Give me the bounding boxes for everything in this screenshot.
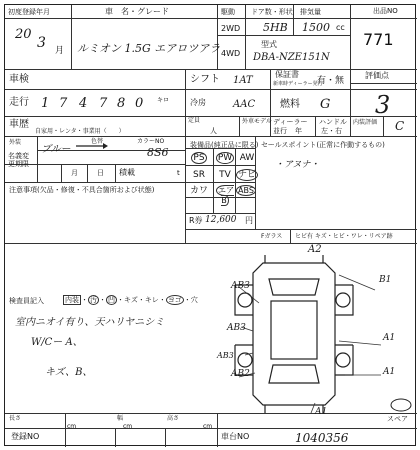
equipment-item: ナビ bbox=[238, 170, 257, 180]
r-ticket-value: 12,600 bbox=[205, 215, 237, 225]
drive-label: 駆動 bbox=[221, 8, 235, 16]
reg-month: 3 bbox=[37, 35, 46, 51]
auction-sheet bbox=[4, 4, 416, 446]
mileage-unit: キロ bbox=[157, 97, 170, 104]
arrow-right-icon bbox=[75, 142, 109, 150]
ac-value: AAC bbox=[233, 99, 256, 110]
equipment-item: SR bbox=[193, 170, 205, 180]
score-value: 3 bbox=[375, 91, 391, 119]
warranty-sub: 新車時ディーラー発行 bbox=[273, 81, 323, 87]
dealer-label: ディーラー bbox=[273, 118, 308, 126]
color-no-label: カラーNO bbox=[137, 138, 165, 145]
mileage-digits bbox=[35, 93, 155, 113]
cc-unit: cc bbox=[336, 23, 345, 32]
damage-mark: AB3 bbox=[217, 351, 234, 360]
score-label: 評価点 bbox=[365, 71, 389, 80]
damage-mark: B1 bbox=[379, 275, 392, 285]
inspector-option: 穴 bbox=[190, 296, 198, 304]
glass-note: ヒビ有 キズ・ヒビ・ワレ・リペア跡 bbox=[295, 233, 393, 240]
exhibit-no: 771 bbox=[363, 30, 394, 49]
mileage-digit: 7 bbox=[99, 96, 108, 111]
car-name: ルミオン 1.5G エアロツアラ bbox=[77, 42, 221, 55]
exterior-unit: 年 bbox=[295, 127, 302, 135]
dealer-value: 並行 bbox=[273, 127, 287, 135]
frame-no-label: 車台NO bbox=[221, 432, 250, 441]
handle-value: 左・右 bbox=[321, 127, 342, 135]
inspector-option: 汚 bbox=[90, 296, 97, 304]
model-label: 型式 bbox=[261, 40, 277, 49]
selling-point-label: セールスポイント(正常に作動するもの) bbox=[261, 141, 385, 149]
drive-2wd: 2WD bbox=[221, 24, 241, 33]
equipment-item: TV bbox=[219, 170, 231, 180]
model-value: DBA-NZE151N bbox=[253, 52, 330, 63]
reg-no-label: 登録NO bbox=[11, 432, 40, 441]
displacement-label: 排気量 bbox=[300, 8, 321, 16]
length-unit: cm bbox=[67, 423, 77, 430]
shift-value: 1AT bbox=[233, 75, 253, 86]
note-line-2: W/Cー A、 bbox=[31, 337, 83, 348]
shaken-label: 車検 bbox=[9, 74, 29, 85]
fuel-value: G bbox=[320, 97, 331, 112]
first-reg-label: 初度登録年月 bbox=[8, 8, 50, 16]
exterior-label: 外車モデル bbox=[242, 118, 272, 125]
mileage-digit: 4 bbox=[79, 96, 88, 111]
damage-mark: AB3 bbox=[227, 323, 246, 333]
damage-mark: AB3 bbox=[231, 281, 250, 291]
reg-year: 20 bbox=[15, 27, 32, 42]
month-label: 月 bbox=[71, 169, 78, 177]
loading-label: 積載 bbox=[119, 168, 135, 177]
door-label: ドア数・形状 bbox=[251, 8, 293, 16]
note-line-3: キズ、B、 bbox=[45, 367, 93, 378]
equipment-item: PW bbox=[217, 153, 233, 163]
ext-label: 外装 bbox=[9, 139, 22, 146]
equipment-item: PS bbox=[193, 153, 205, 163]
color-value: ブルー bbox=[41, 144, 71, 155]
interior-label: 内装評価 bbox=[353, 119, 378, 126]
caution-label: 注意事項(欠品・修復・不具合箇所および状態) bbox=[9, 186, 155, 194]
inspector-option: ヨゴ bbox=[167, 296, 182, 304]
height-unit: cm bbox=[203, 423, 213, 430]
mileage-digit: 8 bbox=[117, 96, 126, 111]
equipment-item: AW bbox=[239, 153, 255, 163]
exhibit-no-label: 出品NO bbox=[373, 7, 398, 15]
damage-mark: A2 bbox=[308, 244, 322, 255]
r-ticket-unit: 円 bbox=[245, 216, 253, 225]
warranty-value: 有・無 bbox=[317, 76, 345, 86]
spare-label: スペア bbox=[387, 415, 408, 423]
mileage-digit: 0 bbox=[135, 96, 144, 111]
mileage-label: 走行 bbox=[9, 97, 29, 108]
history-label: 車歴 bbox=[9, 119, 29, 130]
mileage-digit: 1 bbox=[41, 96, 50, 111]
color-label: 色替 bbox=[91, 138, 104, 145]
inspector-options: 内装 ・ 汚 ・ 凹 ・キズ・キレ・ ヨゴ ・穴 bbox=[65, 296, 198, 304]
inspector-label: 検査員記入 bbox=[9, 297, 44, 305]
handle-label: ハンドル bbox=[319, 118, 347, 126]
fixed-unit: 人 bbox=[210, 127, 217, 135]
equipment-item: カワ bbox=[189, 186, 208, 196]
width-label: 幅 bbox=[117, 415, 124, 422]
damage-mark: A1 bbox=[383, 367, 396, 377]
interior-value: C bbox=[395, 119, 405, 133]
shift-label: シフト bbox=[190, 74, 220, 85]
frame-no: 1040356 bbox=[295, 431, 349, 445]
width-unit: cm bbox=[123, 423, 133, 430]
equipment-title: 装備品(純正品に限る) bbox=[190, 141, 259, 149]
warranty-label: 保証書 bbox=[275, 70, 299, 79]
name-change-label: 名義変更期限 bbox=[8, 152, 29, 168]
ac-label: 冷房 bbox=[190, 98, 206, 107]
inspector-option: キズ bbox=[124, 296, 138, 304]
month-unit: 月 bbox=[55, 46, 65, 56]
drive-4wd: 4WD bbox=[221, 49, 241, 58]
day-label: 日 bbox=[97, 169, 104, 177]
r-ticket-label: R券 bbox=[189, 216, 203, 225]
glass-label: Fガラス bbox=[261, 233, 283, 240]
length-label: 長さ bbox=[9, 415, 22, 422]
selling-point-value: ・アヌナ・ bbox=[275, 160, 320, 170]
doors-value: 5HB bbox=[263, 21, 288, 34]
cc-value: 1500 bbox=[302, 21, 330, 34]
note-line-1: 室内ニオイ有り、天ハリヤニシミ bbox=[15, 317, 165, 328]
damage-mark: A1 bbox=[315, 407, 328, 417]
damage-mark: A1 bbox=[383, 333, 396, 343]
inspector-option: キレ bbox=[144, 296, 159, 304]
car-grade-label: 車 名・グレード bbox=[105, 7, 169, 16]
equipment-item: エアB bbox=[218, 186, 234, 205]
fixed-label: 定員 bbox=[188, 117, 201, 124]
history-options: 自家用・レンタ・事業用（ ） bbox=[35, 128, 125, 135]
loading-unit: t bbox=[177, 169, 180, 177]
damage-mark: AB2 bbox=[231, 369, 250, 379]
fuel-label: 燃料 bbox=[280, 99, 300, 110]
inspector-option: 凹 bbox=[108, 296, 115, 304]
color-no: 8S6 bbox=[147, 146, 169, 159]
equipment-item: ABS bbox=[238, 186, 254, 195]
inspector-option: 内装 bbox=[65, 296, 79, 304]
mileage-digit: 7 bbox=[59, 96, 68, 111]
height-label: 高さ bbox=[167, 415, 180, 422]
